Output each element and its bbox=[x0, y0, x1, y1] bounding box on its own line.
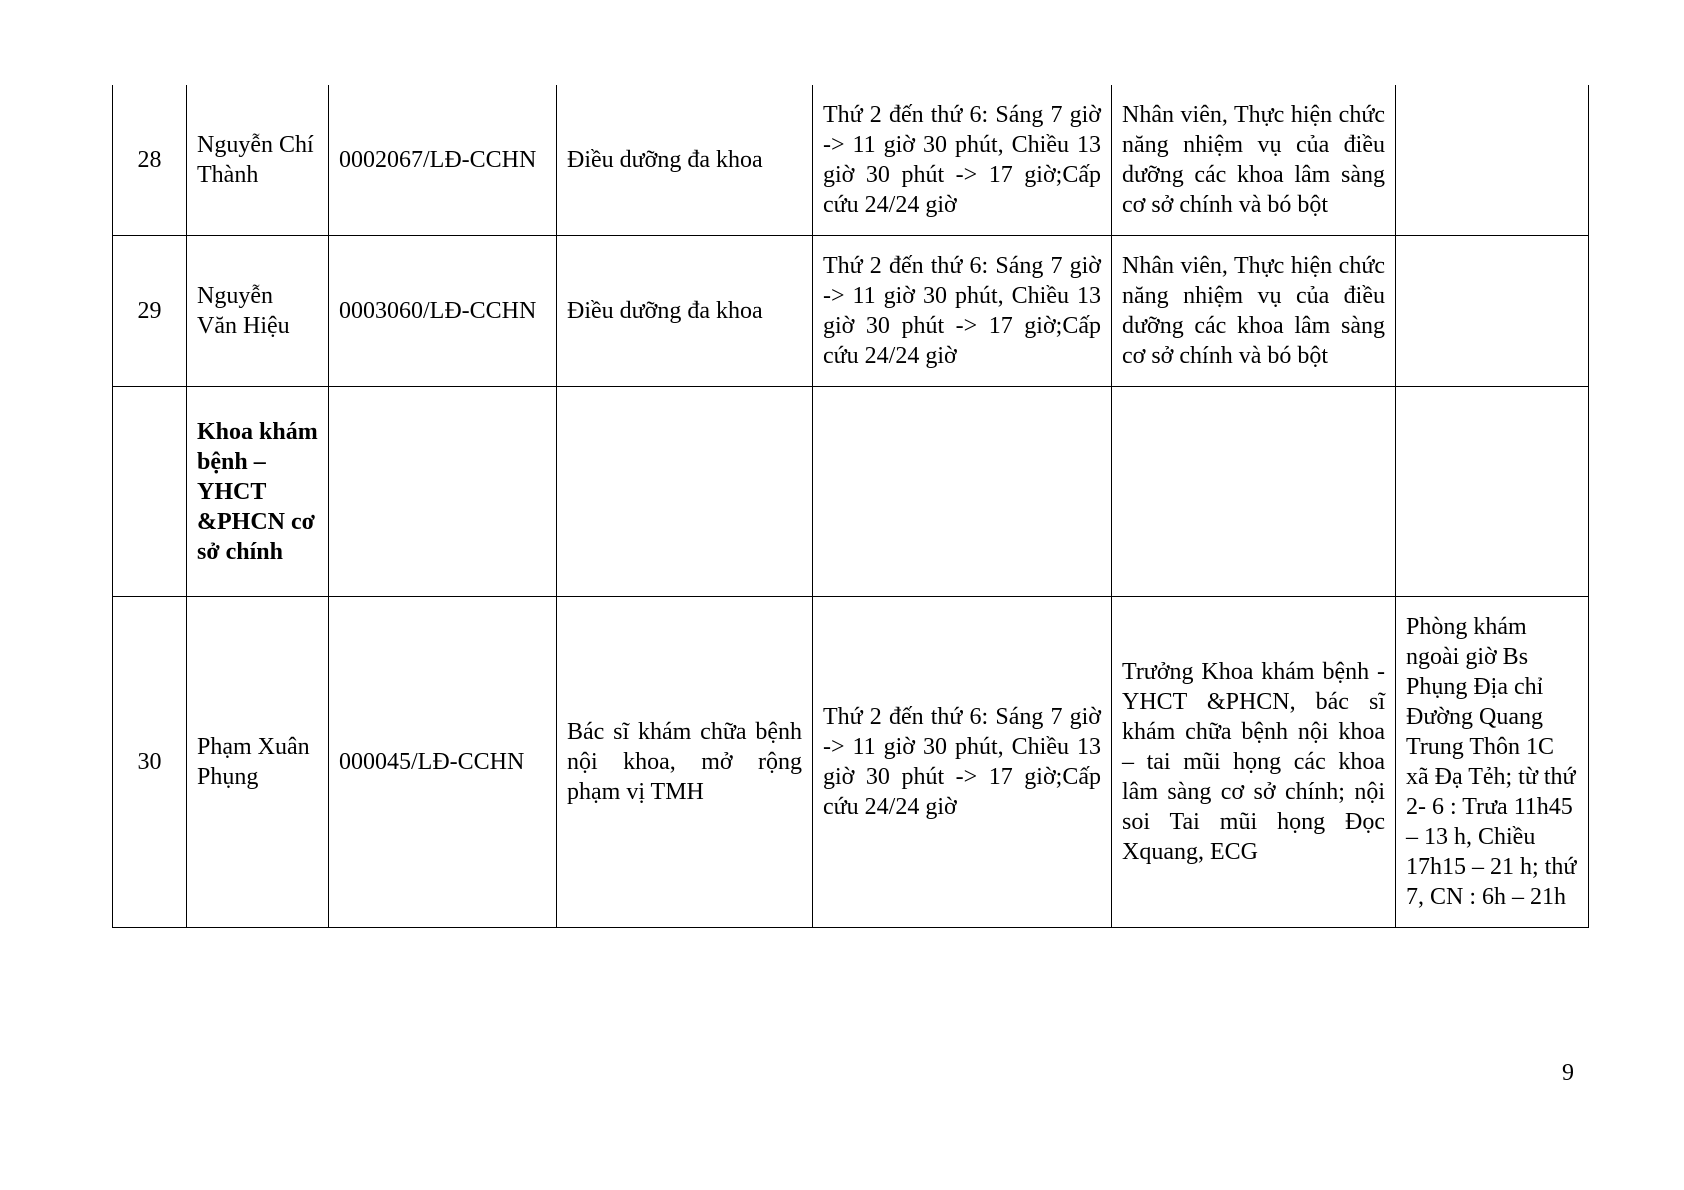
staff-table bbox=[112, 85, 1589, 928]
practice-scope: Điều dưỡng đa khoa bbox=[557, 85, 813, 236]
job-position: Trưởng Khoa khám bệnh - YHCT &PHCN, bác sĩ khám chữa bệnh nội khoa – tai mũi họng các khoa lâm sàng cơ sở chính; nội soi Tai mũi họng Đọc Xquang, ECG bbox=[1112, 597, 1396, 928]
table-row bbox=[113, 85, 1589, 236]
working-hours: Thứ 2 đến thứ 6: Sáng 7 giờ -> 11 giờ 30 phút, Chiều 13 giờ 30 phút -> 17 giờ;Cấp cứu 24/24 giờ bbox=[813, 85, 1112, 236]
row-number: 29 bbox=[113, 236, 187, 387]
job-position: Nhân viên, Thực hiện chức năng nhiệm vụ của điều dưỡng các khoa lâm sàng cơ sở chính và bó bột bbox=[1112, 236, 1396, 387]
notes bbox=[1396, 236, 1589, 387]
row-number: 30 bbox=[113, 597, 187, 928]
staff-name: Nguyễn Chí Thành bbox=[187, 85, 329, 236]
empty-cell bbox=[329, 387, 557, 597]
license-number: 000045/LĐ-CCHN bbox=[329, 597, 557, 928]
row-number: 28 bbox=[113, 85, 187, 236]
practice-scope: Bác sĩ khám chữa bệnh nội khoa, mở rộng phạm vị TMH bbox=[557, 597, 813, 928]
page-number: 9 bbox=[1562, 1060, 1574, 1086]
notes bbox=[1396, 85, 1589, 236]
license-number: 0003060/LĐ-CCHN bbox=[329, 236, 557, 387]
working-hours: Thứ 2 đến thứ 6: Sáng 7 giờ -> 11 giờ 30 phút, Chiều 13 giờ 30 phút -> 17 giờ;Cấp cứu 24/24 giờ bbox=[813, 597, 1112, 928]
table-row bbox=[113, 236, 1589, 387]
empty-cell bbox=[557, 387, 813, 597]
empty-cell bbox=[1396, 387, 1589, 597]
working-hours: Thứ 2 đến thứ 6: Sáng 7 giờ -> 11 giờ 30 phút, Chiều 13 giờ 30 phút -> 17 giờ;Cấp cứu 24/24 giờ bbox=[813, 236, 1112, 387]
job-position: Nhân viên, Thực hiện chức năng nhiệm vụ của điều dưỡng các khoa lâm sàng cơ sở chính và bó bột bbox=[1112, 85, 1396, 236]
empty-cell bbox=[113, 387, 187, 597]
staff-name: Phạm Xuân Phụng bbox=[187, 597, 329, 928]
license-number: 0002067/LĐ-CCHN bbox=[329, 85, 557, 236]
empty-cell bbox=[1112, 387, 1396, 597]
section-row bbox=[113, 387, 1589, 597]
section-title: Khoa khám bệnh – YHCT &PHCN cơ sở chính bbox=[187, 387, 329, 597]
table-row bbox=[113, 597, 1589, 928]
practice-scope: Điều dưỡng đa khoa bbox=[557, 236, 813, 387]
empty-cell bbox=[813, 387, 1112, 597]
notes: Phòng khám ngoài giờ Bs Phụng Địa chỉ Đường Quang Trung Thôn 1C xã Đạ Tẻh; từ thứ 2- 6 : Trưa 11h45 – 13 h, Chiều 17h15 – 21 h; thứ 7, CN : 6h – 21h bbox=[1396, 597, 1589, 928]
staff-name: Nguyễn Văn Hiệu bbox=[187, 236, 329, 387]
